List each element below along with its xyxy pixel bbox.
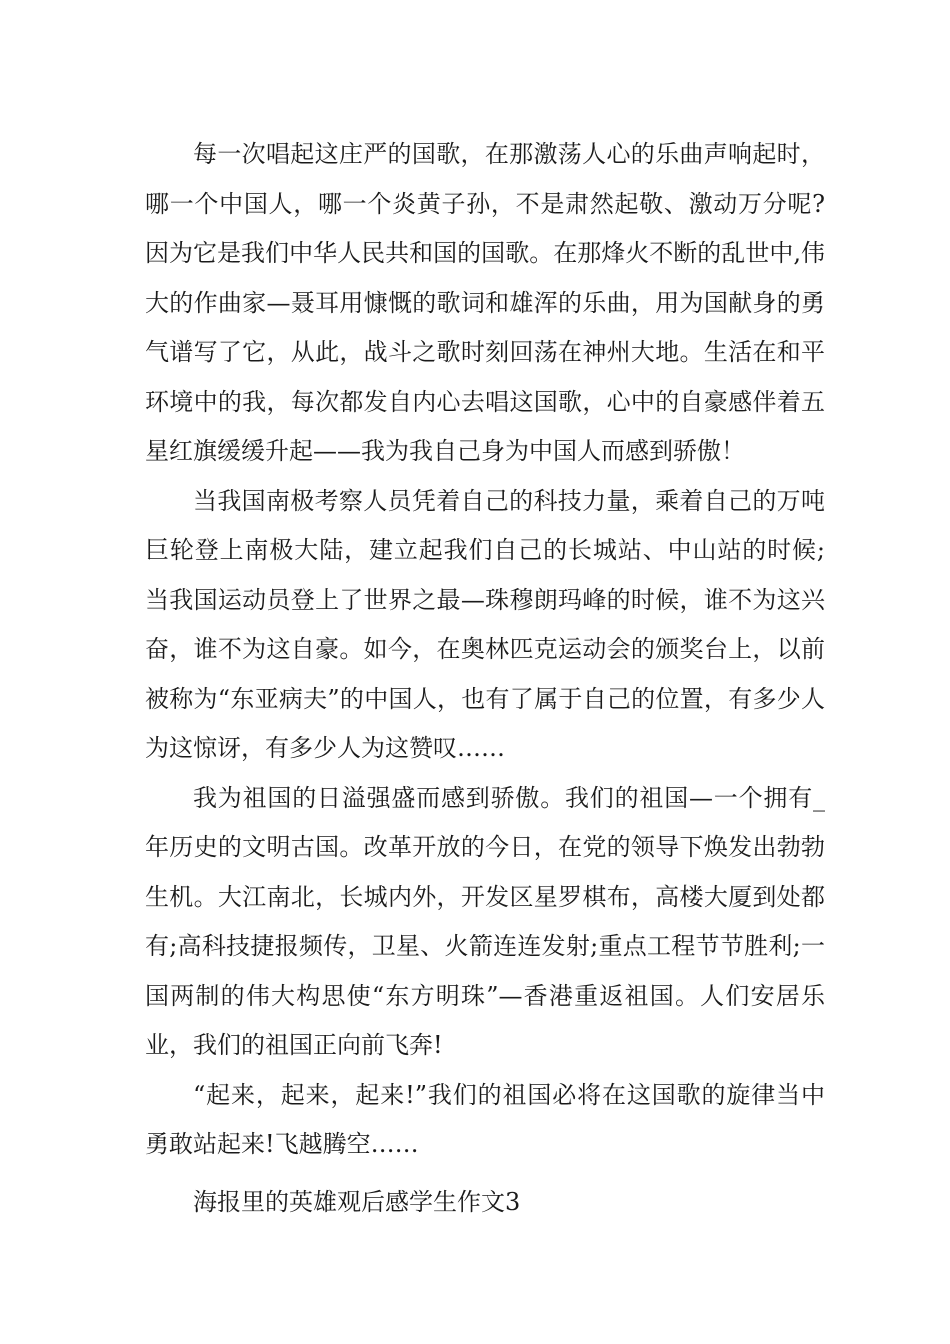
paragraph-4: “起来，起来，起来!”我们的祖国必将在这国歌的旋律当中勇敢站起来!飞越腾空…… bbox=[145, 1080, 825, 1158]
paragraph-2: 当我国南极考察人员凭着自己的科技力量，乘着自己的万吨巨轮登上南极大陆，建立起我们自己的长城站、中山站的时候;当我国运动员登上了世界之最—珠穆朗玛峰的时候，谁不为这兴奋，谁不为这自豪。如今，在奥林匹克运动会的颁奖台上，以前被称为“东亚病夫”的中国人，也有了属于自己的位置，有多少人为这惊讶，有多少人为这赞叹…… bbox=[145, 486, 825, 762]
document-body bbox=[145, 130, 825, 1227]
paragraph-1: 每一次唱起这庄严的国歌，在那激荡人心的乐曲声响起时，哪一个中国人，哪一个炎黄子孙，不是肃然起敬、激动万分呢?因为它是我们中华人民共和国的国歌。在那烽火不断的乱世中,伟大的作曲家—聂耳用慷慨的歌词和雄浑的乐曲，用为国献身的勇气谱写了它，从此，战斗之歌时刻回荡在神州大地。生活在和平环境中的我，每次都发自内心去唱这国歌，心中的自豪感伴着五星红旗缓缓升起——我为我自己身为中国人而感到骄傲！ bbox=[145, 140, 825, 465]
section-heading: 海报里的英雄观后感学生作文3 bbox=[193, 1187, 521, 1216]
paragraph-3: 我为祖国的日溢强盛而感到骄傲。我们的祖国—一个拥有_年历史的文明古国。改革开放的今日，在党的领导下焕发出勃勃生机。大江南北，长城内外，开发区星罗棋布，高楼大厦到处都有;高科技捷报频传，卫星、火箭连连发射;重点工程节节胜利;一国两制的伟大构思使“东方明珠”—香港重返祖国。人们安居乐业，我们的祖国正向前飞奔! bbox=[145, 783, 825, 1059]
